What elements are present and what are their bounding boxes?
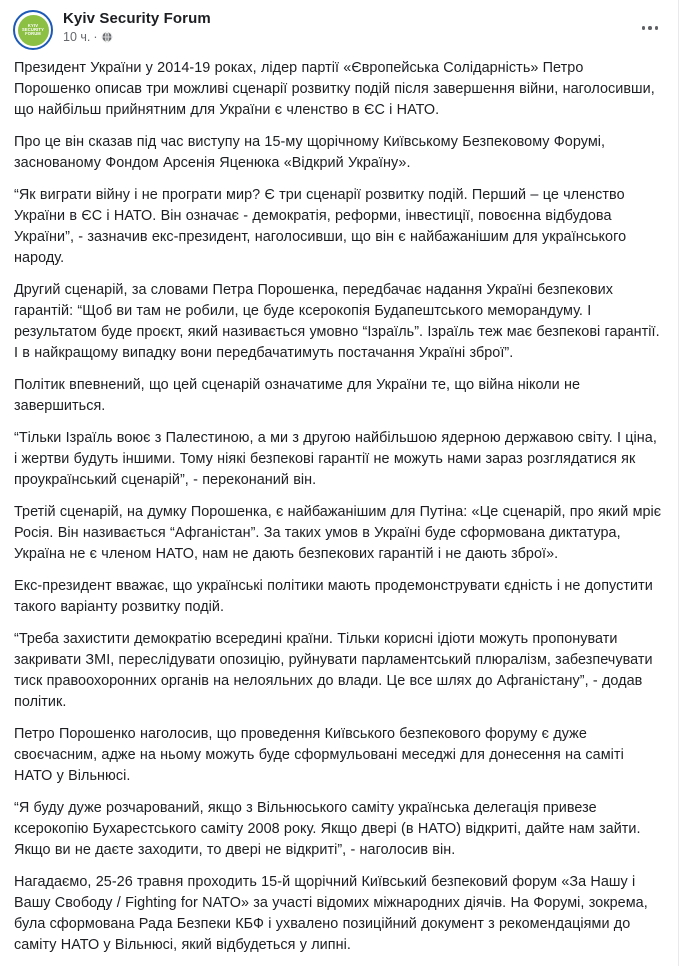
post-paragraph: Політик впевнений, що цей сценарій означатиме для України те, що війна ніколи не завершиться. [14,377,581,414]
post-body [0,50,678,966]
avatar-logo-line-1: KYIV [27,22,39,28]
post-meta [63,29,211,45]
post-paragraph: “Тільки Ізраїль воює з Палестиною, а ми з другою найбільшою ядерною державою світу. І ціна, і жертви будуть іншими. Тому ніякі безпекові гарантії не можуть нами зараз розглядатися як проукраїнський сценарій”, - переконаний він. [14,430,657,488]
avatar-logo-line-3: FORUM [25,31,41,37]
post-paragraph: Петро Порошенко наголосив, що проведення Київського безпекового форуму є дуже своєчасним, адже на ньому можуть буде сформульовані меседжі для донесення на саміті НАТО у Вільнюсі. [14,726,624,784]
page-name[interactable]: Kyiv Security Forum [63,10,211,27]
meta-separator: · [93,30,98,44]
post-paragraph: Другий сценарій, за словами Петра Порошенка, передбачає надання Україні безпекових гарантій: “Щоб ви там не робили, це буде ксерокопія Будапештського меморандуму. І результатом буде проєкт, який називається умовно “Ізраїль”. Ізраїль теж має безпекові гарантії. І в найкращому випадку вони передбачатимуть постачання Україні зброї”. [14,282,660,361]
post-paragraph: Екс-президент вважає, що українські політики мають продемонструвати єдність і не допустити такого варіанту розвитку подій. [14,578,653,615]
post-paragraph: Президент України у 2014-19 роках, лідер партії «Європейська Солідарність» Петро Порошенко описав три можливі сценарії розвитку подій після завершення війни, наголосивши, що найбільш прийнятним для України є членство в ЄС і НАТО. [14,60,655,118]
post-paragraph: Третій сценарій, на думку Порошенка, є найбажанішим для Путіна: «Це сценарій, про який мріє Росія. Він називається “Афганістан”. За таких умов в Україні буде сформована диктатура, Україна не є членом НАТО, нам не дають безпекових гарантій і не дають зброї». [14,504,662,562]
post-header-text [63,9,211,45]
post-paragraph: Нагадаємо, 25-26 травня проходить 15-й щорічний Київський безпековий форум «За Нашу і Вашу Свободу / Fighting for NATO» за участі відомих міжнародних діячів. На Форумі, зокрема, була сформована Рада Безпеки КБФ і ухвалено позиційний документ з рекомендаціями до саміту НАТО у Вільнюсі, який відбудеться у липні. [14,874,648,953]
avatar[interactable] [13,10,53,50]
post-paragraph: Про це він сказав під час виступу на 15-му щорічному Київському Безпековому Форумі, заснованому Фондом Арсенія Яценюка «Відкрий Україну». [14,134,606,171]
ellipsis-dot-3 [655,26,659,30]
post-timestamp[interactable]: 10 ч. [63,30,91,44]
avatar-ring [13,10,53,50]
post-paragraph: “Як виграти війну і не програти мир? Є три сценарії розвитку подій. Перший – це членство України в ЄС і НАТО. Він означає - демократія, реформи, інвестиції, повоєнна відбудова України”, - зазначив екс-президент, наголосивши, що він є найбажанішим для українського народу. [14,187,627,266]
ellipsis-dot-1 [642,26,646,30]
post-paragraph: “Я буду дуже розчарований, якщо з Вільнюського саміту українська делегація привезе ксерокопію Бухарестського саміту 2008 року. Якщо двері (в НАТО) відкриті, дайте нам зайти. Якщо ви не даєте заходити, то двері не відкриті”, - наголосив він. [14,800,641,858]
post-paragraph: “Треба захистити демократію всередині країни. Тільки корисні ідіоти можуть пропонувати закривати ЗМІ, переслідувати опозицію, руйнувати парламентський плюралізм, забезпечувати тиск правоохоронних органів на нелояльних до влади. Це все шлях до Афганістану”, - додав політик. [14,631,653,710]
avatar-logo [18,15,49,46]
post-more-options-button[interactable] [636,14,664,42]
post-header [0,0,678,50]
ellipsis-dot-2 [648,26,652,30]
globe-icon[interactable] [101,31,113,43]
avatar-logo-line-2: SECURITY [22,26,44,32]
